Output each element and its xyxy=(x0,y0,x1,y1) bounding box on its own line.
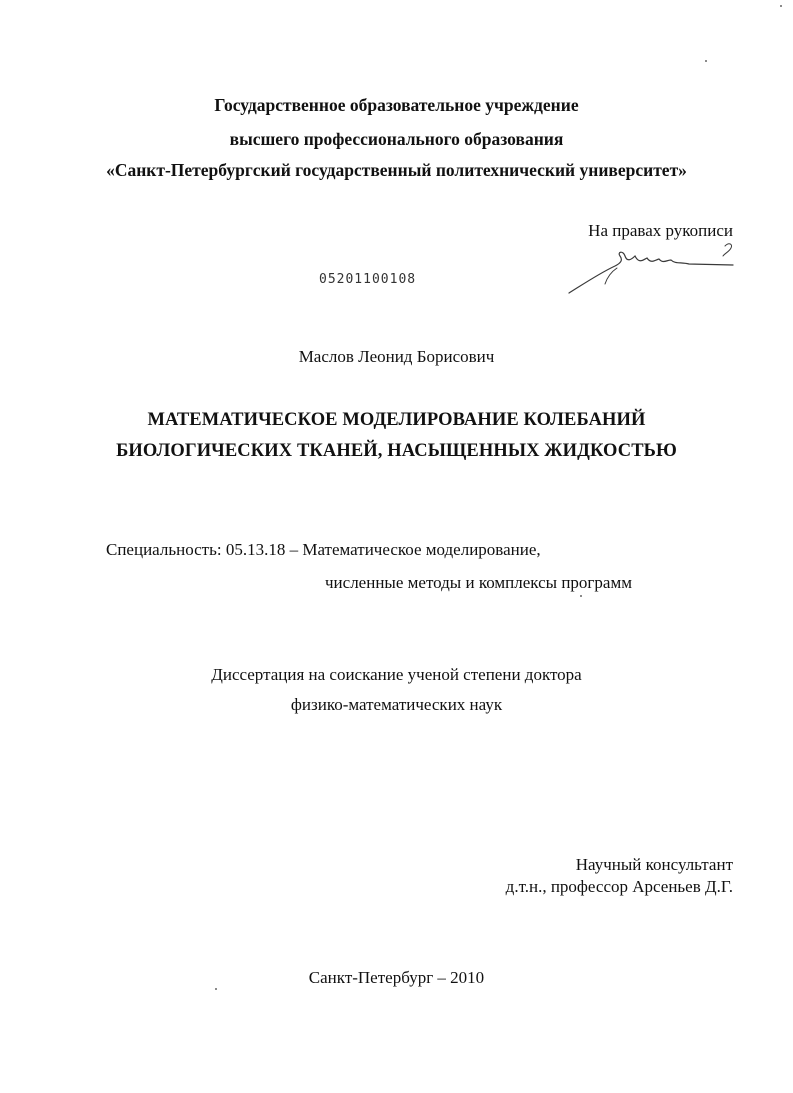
advisor-name: д.т.н., профессор Арсеньев Д.Г. xyxy=(505,877,733,896)
author-name: Маслов Леонид Борисович xyxy=(298,347,495,366)
specialty-line-1: Специальность: 05.13.18 – Математическое моделирование, xyxy=(106,540,541,559)
institution-line-2: высшего профессионального образования xyxy=(229,129,564,149)
title-line-2: БИОЛОГИЧЕСКИХ ТКАНЕЙ, НАСЫЩЕННЫХ ЖИДКОСТЬЮ xyxy=(116,441,677,461)
scan-speck xyxy=(780,5,782,7)
title-line-1: МАТЕМАТИЧЕСКОЕ МОДЕЛИРОВАНИЕ КОЛЕБАНИЙ xyxy=(147,410,646,430)
scan-speck xyxy=(215,988,217,990)
signature-scribble xyxy=(565,238,740,298)
scan-speck xyxy=(580,595,582,597)
specialty-line-2: численные методы и комплексы программ xyxy=(325,573,632,592)
manuscript-note: На правах рукописи xyxy=(588,221,733,240)
advisor-role: Научный консультант xyxy=(575,855,733,874)
scan-speck xyxy=(705,60,707,62)
institution-line-3: «Санкт-Петербургский государственный политехнический университет» xyxy=(106,160,687,180)
degree-line-1: Диссертация на соискание ученой степени доктора xyxy=(211,665,582,684)
registration-code: 05201100108 xyxy=(319,272,417,287)
place-year: Санкт-Петербург – 2010 xyxy=(308,968,485,987)
degree-line-2: физико-математических наук xyxy=(290,695,503,714)
institution-line-1: Государственное образовательное учреждение xyxy=(214,95,579,115)
